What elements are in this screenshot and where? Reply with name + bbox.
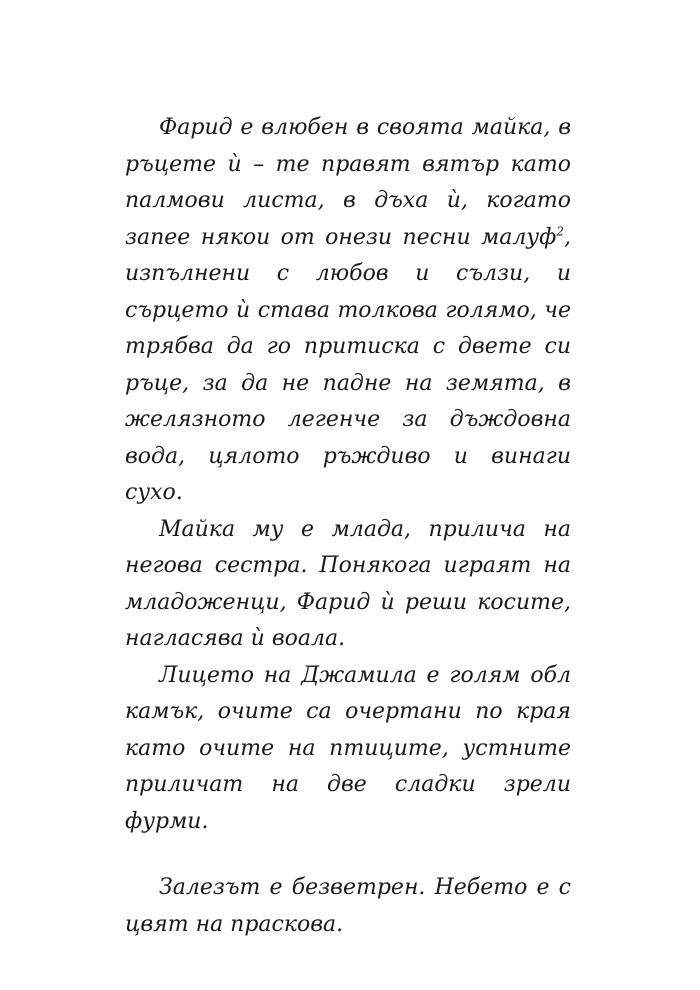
paragraph-1-text-b: , изпълнени с любов и сълзи, и сърцето ѝ става толкова голямо, че трябва да го притиска с двете си ръце, за да не падне на земята, в желязното легенче за дъждовна вода, цялото ръждиво и винаги сухо. (125, 224, 571, 505)
paragraph-1 (125, 110, 571, 512)
paragraph-4: Залезът е безветрен. Небето е с цвят на праскова. (125, 875, 571, 937)
body-text (125, 110, 571, 943)
section-break (125, 840, 571, 870)
footnote-marker: 2 (556, 224, 564, 239)
paragraph-2: Майка му е млада, прилича на негова сестра. Понякога играят на младоженци, Фарид ѝ реши косите, нагласява ѝ воала. (125, 516, 571, 651)
paragraph-3: Лицето на Джамила е голям обл камък, очите са очертани по края като очите на птиците, устните приличат на две сладки зрели фурми. (125, 662, 571, 834)
paragraph-1-text-a: Фарид е влюбен в своята майка, в ръцете ѝ – те правят вятър като палмови листа, в дъха ѝ, когато запее някои от онези песни малуф (125, 115, 571, 250)
